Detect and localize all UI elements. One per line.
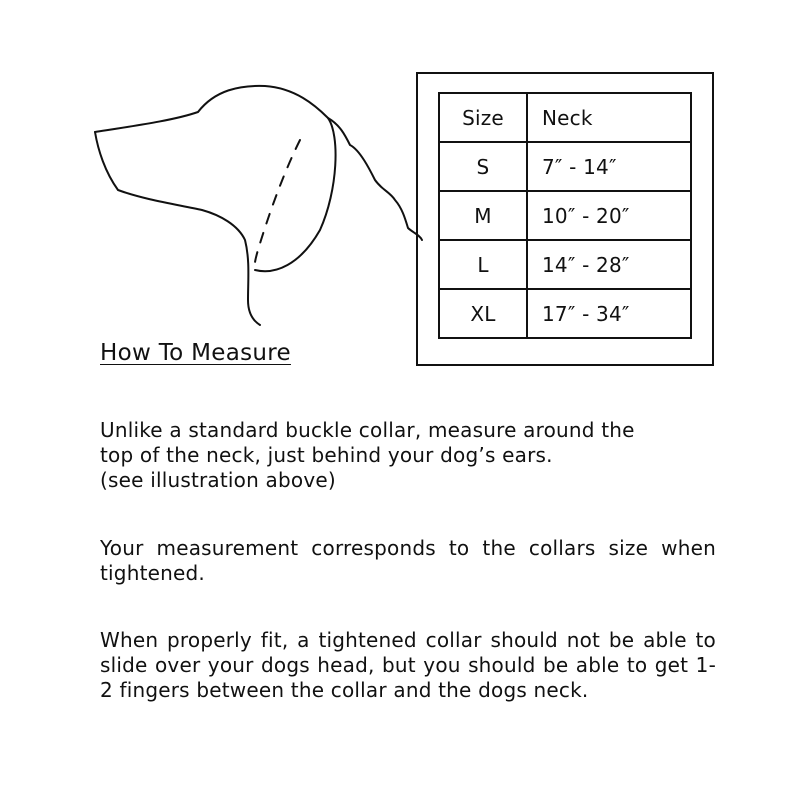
size-cell: XL: [439, 289, 527, 338]
collar-ring-back: [255, 118, 336, 271]
instruction-paragraph-1: [100, 418, 716, 493]
neck-measurement-dashed-line: [255, 140, 300, 270]
neck-cell: 10″ - 20″: [527, 191, 691, 240]
size-cell: L: [439, 240, 527, 289]
instruction-paragraph-3: When properly fit, a tightened collar should not be able to slide over your dogs head, but you should be able to get 1-2 fingers between the collar and the dogs neck.: [100, 628, 716, 702]
instruction-line: top of the neck, just behind your dog’s ears.: [100, 443, 553, 467]
header-neck: Neck: [527, 93, 691, 142]
neck-cell: 17″ - 34″: [527, 289, 691, 338]
dog-head-illustration: [90, 80, 430, 330]
table-row: [439, 240, 691, 289]
size-cell: S: [439, 142, 527, 191]
size-cell: M: [439, 191, 527, 240]
neck-cell: 7″ - 14″: [527, 142, 691, 191]
instruction-line: Unlike a standard buckle collar, measure around the: [100, 418, 635, 442]
neck-cell: 14″ - 28″: [527, 240, 691, 289]
instruction-line: (see illustration above): [100, 468, 336, 492]
dog-head-outline: [95, 86, 422, 240]
instruction-paragraph-2: Your measurement corresponds to the collars size when tightened.: [100, 536, 716, 585]
table-row: [439, 191, 691, 240]
how-to-measure-title: How To Measure: [100, 340, 291, 366]
table-row: [439, 289, 691, 338]
header-size: Size: [439, 93, 527, 142]
table-row: [439, 142, 691, 191]
dog-muzzle-outline: [95, 132, 260, 325]
size-chart-frame: [416, 72, 714, 366]
size-chart-table: [438, 92, 692, 339]
size-chart-header-row: [439, 93, 691, 142]
